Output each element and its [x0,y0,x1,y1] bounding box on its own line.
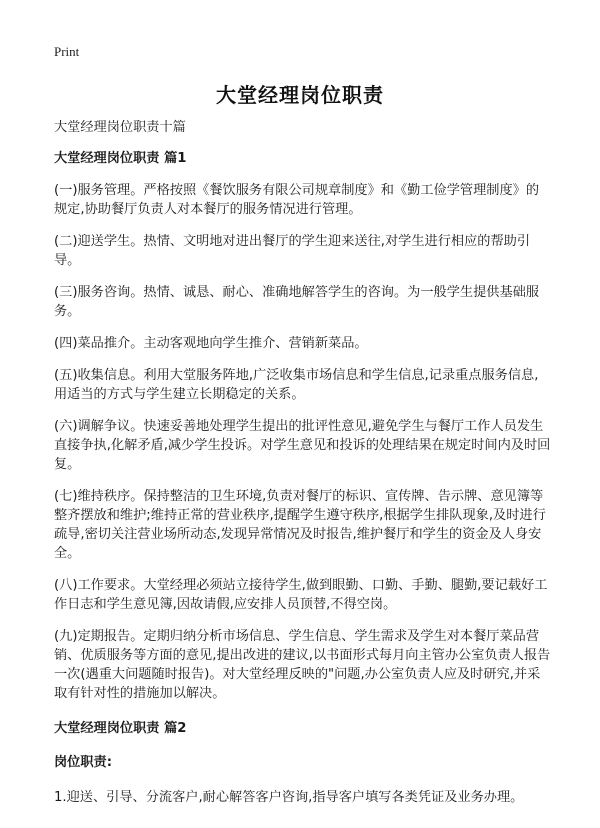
document-subtitle: 大堂经理岗位职责十篇 [54,120,186,135]
section-heading-1: 大堂经理岗位职责 篇1 [54,151,187,166]
paragraph-information-collection: (五)收集信息。利用大堂服务阵地,广泛收集市场信息和学生信息,记录重点服务信息,用适当的方式与学生建立长期稳定的关系。 [54,368,539,402]
paragraph-service-consulting: (三)服务咨询。热情、诚恳、耐心、准确地解答学生的咨询。为一般学生提供基础服务。 [54,285,540,319]
page-title: 大堂经理岗位职责 [216,83,384,107]
document-body [54,118,551,807]
paragraph-periodic-reports: (九)定期报告。定期归纳分析市场信息、学生信息、学生需求及学生对本餐厅菜品营销、优质服务等方面的意见,提出改进的建议,以书面形式每月向主管办公室负责人报告一次(遇重大问题随时报告)。对大堂经理反映的"问题,办公室负责人应及时研究,并采取有针对性的措施加以解决。 [54,629,551,701]
duties-subheading: 岗位职责: [54,755,113,770]
paragraph-greeting-students: (二)迎送学生。热情、文明地对进出餐厅的学生迎来送往,对学生进行相应的帮助引导。 [54,234,531,268]
paragraph-order-maintenance: (七)维持秩序。保持整洁的卫生环境,负责对餐厅的标识、宣传牌、告示牌、意见簿等整齐摆放和维护;维持正常的营业秩序,提醒学生遵守秩序,根据学生排队现象,及时进行疏导,密切关注营业场所动态,发现异常情况及时报告,维护餐厅和学生的资金及人身安全。 [54,489,546,561]
paragraph-service-management: (一)服务管理。严格按照《餐饮服务有限公司规章制度》和《勤工俭学管理制度》的规定,协助餐厅负责人对本餐厅的服务情况进行管理。 [54,183,540,217]
paragraph-dish-promotion: (四)菜品推介。主动客观地向学生推介、营销新菜品。 [54,336,368,351]
print-link[interactable]: Print [54,44,80,59]
paragraph-dispute-mediation: (六)调解争议。快速妥善地处理学生提出的批评性意见,避免学生与餐厅工作人员发生直接争执,化解矛盾,减少学生投诉。对学生意见和投诉的处理结果在规定时间内及时回复。 [54,419,551,472]
section-heading-2: 大堂经理岗位职责 篇2 [54,721,187,736]
paragraph-work-requirements: (八)工作要求。大堂经理必须站立接待学生,做到眼勤、口勤、手勤、腿勤,要记载好工作日志和学生意见簿,因故请假,应安排人员顶替,不得空岗。 [54,578,548,612]
duty-list-item: 1.迎送、引导、分流客户,耐心解答客户咨询,指导客户填写各类凭证及业务办理。 [54,790,524,805]
